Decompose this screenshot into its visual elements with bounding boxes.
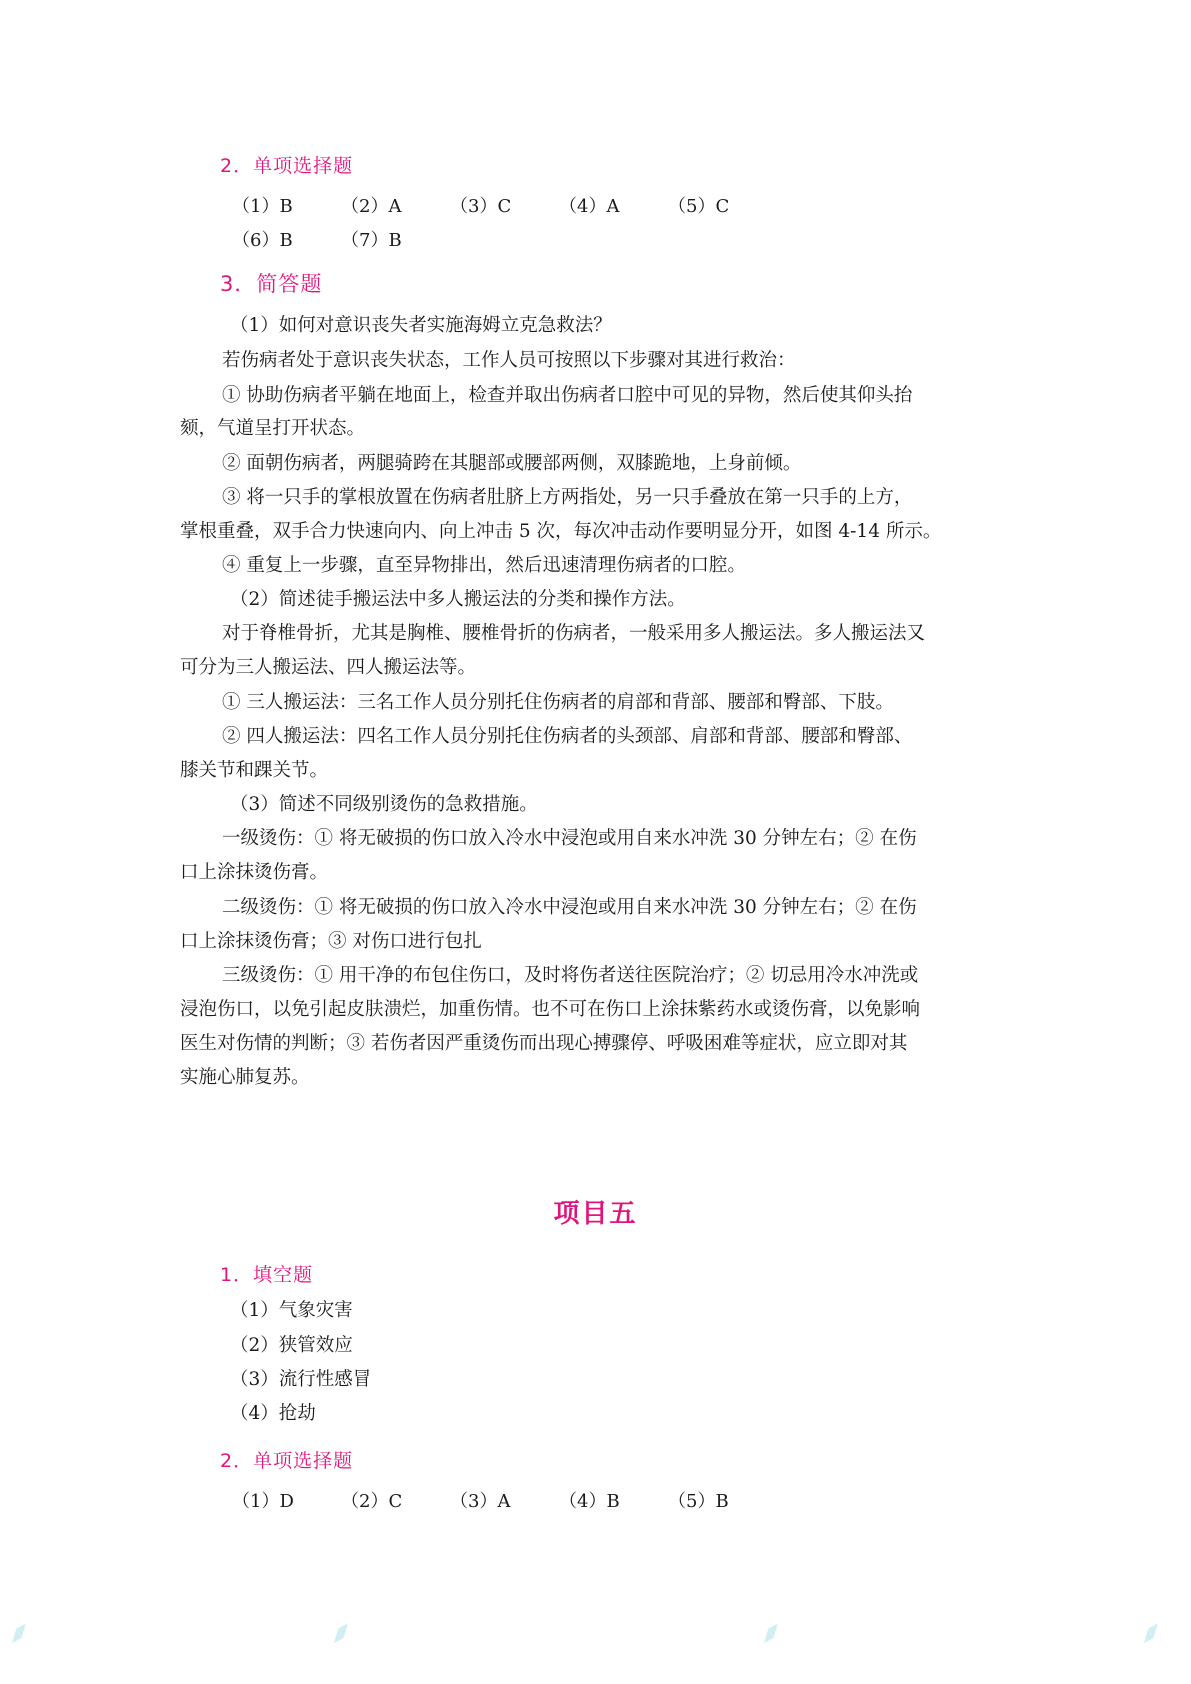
answer-item: （1）B [232,196,293,217]
paragraph-line: 若伤病者处于意识丧失状态，工作人员可按照以下步骤对其进行救治： [222,350,796,371]
answer-item: （4）B [559,1491,620,1512]
paragraph-line: 对于脊椎骨折，尤其是胸椎、腰椎骨折的伤病者，一般采用多人搬运法。多人搬运法又 [222,623,926,644]
paragraph-line: 实施心肺复苏。 [180,1067,310,1088]
paragraph-line: 颏，气道呈打开状态。 [180,418,366,439]
answer-item: （3）C [450,196,512,217]
paragraph-line: ② 四人搬运法：四名工作人员分别托住伤病者的头颈部、肩部和背部、腰部和臀部、 [222,726,913,747]
question-line: （3）简述不同级别烫伤的急救措施。 [230,794,538,815]
answer-line: （1）气象灾害 [230,1300,353,1321]
section-heading-single-choice: 2．单项选择题 [220,155,354,177]
paragraph-line: 膝关节和踝关节。 [180,760,329,781]
answer-item: （2）C [341,1491,403,1512]
paragraph-line: 口上涂抹烫伤膏。 [180,862,329,883]
answer-row [232,1487,777,1513]
answer-line: （2）狭管效应 [230,1335,353,1356]
watermark-mark: ◢◤ [757,1620,785,1646]
project-title: 项目五 [553,1199,638,1229]
watermark-mark: ◢◤ [327,1620,355,1646]
answer-item: （7）B [341,230,402,251]
answer-item: （2）A [341,196,402,217]
answer-item: （4）A [559,196,620,217]
paragraph-line: 一级烫伤：① 将无破损的伤口放入冷水中浸泡或用自来水冲洗 30 分钟左右；② 在伤 [222,828,917,849]
question-line: （2）简述徒手搬运法中多人搬运法的分类和操作方法。 [230,589,686,610]
paragraph-line: 医生对伤情的判断；③ 若伤者因严重烫伤而出现心搏骤停、呼吸困难等症状，应立即对其 [180,1033,908,1054]
answer-line: （4）抢劫 [230,1403,316,1424]
watermark-mark: ◢◤ [1137,1620,1165,1646]
answer-row [232,226,450,252]
answer-item: （6）B [232,230,293,251]
answer-item: （5）C [668,196,730,217]
paragraph-line: ① 三人搬运法：三名工作人员分别托住伤病者的肩部和背部、腰部和臀部、下肢。 [222,692,894,713]
section-heading-short-answer: 3．简答题 [220,272,323,296]
paragraph-line: ④ 重复上一步骤，直至异物排出，然后迅速清理伤病者的口腔。 [222,555,746,576]
section-heading-single-choice: 2．单项选择题 [220,1450,354,1472]
answer-line: （3）流行性感冒 [230,1369,372,1390]
paragraph-line: 二级烫伤：① 将无破损的伤口放入冷水中浸泡或用自来水冲洗 30 分钟左右；② 在伤 [222,897,917,918]
answer-row [232,192,777,218]
answer-item: （3）A [450,1491,511,1512]
section-heading-fill-in: 1．填空题 [220,1264,314,1286]
answer-item: （5）B [668,1491,729,1512]
paragraph-line: 可分为三人搬运法、四人搬运法等。 [180,657,477,678]
watermark-mark: ◢◤ [5,1620,33,1646]
paragraph-line: 口上涂抹烫伤膏；③ 对伤口进行包扎 [180,931,482,952]
paragraph-line: 掌根重叠，双手合力快速向内、向上冲击 5 次，每次冲击动作要明显分开，如图 4-14 所示。 [180,521,942,542]
paragraph-line: 浸泡伤口，以免引起皮肤溃烂，加重伤情。也不可在伤口上涂抹紫药水或烫伤膏，以免影响 [180,999,921,1020]
question-line: （1）如何对意识丧失者实施海姆立克急救法？ [230,315,612,336]
paragraph-line: ② 面朝伤病者，两腿骑跨在其腿部或腰部两侧，双膝跪地，上身前倾。 [222,453,802,474]
paragraph-line: ① 协助伤病者平躺在地面上，检查并取出伤病者口腔中可见的异物，然后使其仰头抬 [222,385,913,406]
answer-item: （1）D [232,1491,294,1512]
paragraph-line: ③ 将一只手的掌根放置在伤病者肚脐上方两指处，另一只手叠放在第一只手的上方， [222,487,913,508]
paragraph-line: 三级烫伤：① 用干净的布包住伤口，及时将伤者送往医院治疗；② 切忌用冷水冲洗或 [222,965,919,986]
